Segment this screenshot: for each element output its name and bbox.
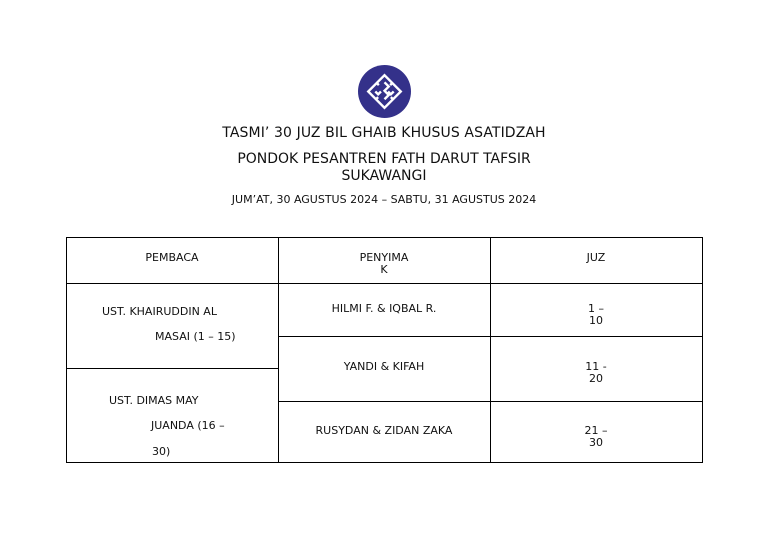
document-title: TASMI’ 30 JUZ BIL GHAIB KHUSUS ASATIDZAH [222, 125, 546, 141]
penyimak-row-1: HILMI F. & IQBAL R. [331, 302, 437, 315]
row-divider-1 [278, 336, 703, 337]
reader-1-line-1: UST. KHAIRUDDIN AL [102, 305, 217, 318]
reader-2-line-1: UST. DIMAS MAY [109, 394, 199, 407]
reader-1-line-2: MASAI (1 – 15) [155, 330, 236, 343]
table-border-left [66, 237, 67, 463]
juz-row-3-line-1: 21 – [584, 424, 608, 437]
juz-row-1 [490, 303, 702, 327]
table-border-bottom [66, 462, 703, 463]
table-border-top [66, 237, 703, 238]
table-border-right [702, 237, 703, 463]
header-penyimak-line-2: K [380, 263, 388, 276]
juz-row-3 [490, 425, 702, 449]
ornament-logo [358, 65, 411, 118]
reader-2-line-2: JUANDA (16 – [151, 419, 225, 432]
juz-row-2 [490, 361, 702, 385]
header-penyimak-line-1: PENYIMA [359, 251, 409, 264]
event-date: JUM’AT, 30 AGUSTUS 2024 – SABTU, 31 AGUSTUS 2024 [231, 193, 537, 206]
juz-row-1-line-1: 1 – [588, 302, 604, 315]
header-juz: JUZ [586, 251, 606, 264]
juz-row-1-line-2: 10 [589, 314, 603, 327]
header-pembaca: PEMBACA [145, 251, 199, 264]
header-penyimak [278, 252, 490, 276]
juz-row-2-line-1: 11 - [585, 360, 607, 373]
institution-line-2: SUKAWANGI [341, 168, 427, 184]
reader-2-line-3: 30) [152, 445, 171, 458]
juz-row-3-line-2: 30 [589, 436, 603, 449]
header-divider [66, 283, 703, 284]
institution-name [0, 151, 768, 185]
row-divider-2 [278, 401, 703, 402]
kufic-ornament-icon [358, 65, 411, 118]
penyimak-row-3: RUSYDAN & ZIDAN ZAKA [315, 424, 453, 437]
institution-line-1: PONDOK PESANTREN FATH DARUT TAFSIR [237, 151, 531, 167]
penyimak-row-2: YANDI & KIFAH [343, 360, 425, 373]
reader-divider [66, 368, 279, 369]
juz-row-2-line-2: 20 [589, 372, 603, 385]
